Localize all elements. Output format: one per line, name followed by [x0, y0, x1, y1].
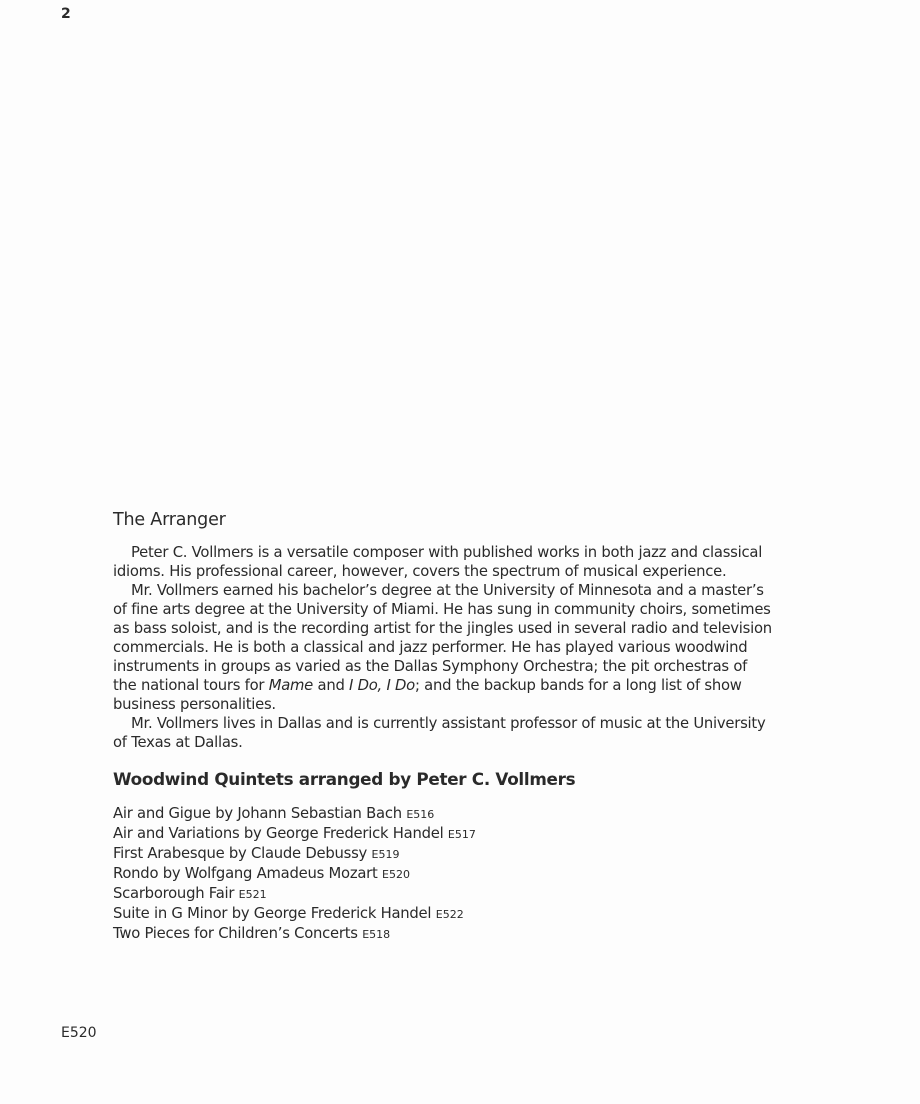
work-code: E517: [447, 828, 476, 841]
work-item: [113, 824, 773, 844]
works-list: [113, 804, 773, 944]
work-title: Scarborough Fair: [113, 885, 235, 902]
bio-paragraph-3: Mr. Vollmers lives in Dallas and is currently assistant professor of music at the University of Texas at Dallas.: [113, 715, 766, 751]
work-item: [113, 864, 773, 884]
page-number: 2: [61, 6, 71, 22]
work-code: E518: [362, 928, 391, 941]
bio-paragraph-2-text-c: ; and the backup bands for a long list of show business personalities.: [113, 677, 742, 713]
bio-paragraph-1-text: is a versatile composer with published works in both jazz and classical idioms. His professional career, however, covers the spectrum of musical experience.: [113, 544, 763, 580]
work-code: E519: [371, 848, 400, 861]
work-item: [113, 884, 773, 904]
work-title: First Arabesque by Claude Debussy: [113, 845, 368, 862]
work-item: [113, 804, 773, 824]
show-title-i-do: I Do, I Do: [349, 677, 415, 694]
catalog-code: E520: [61, 1025, 97, 1041]
work-item: [113, 904, 773, 924]
work-title: Suite in G Minor by George Frederick Handel: [113, 905, 432, 922]
work-code: E521: [238, 888, 267, 901]
work-code: E516: [406, 808, 435, 821]
show-title-mame: Mame: [268, 677, 314, 694]
work-title: Air and Gigue by Johann Sebastian Bach: [113, 805, 402, 822]
bio-paragraph-1: [113, 543, 773, 581]
work-code: E522: [435, 908, 464, 921]
work-title: Air and Variations by George Frederick Handel: [113, 825, 444, 842]
bio-paragraph-2-text-b: and: [313, 677, 350, 694]
bio-paragraph-2-text-a: Mr. Vollmers earned his bachelor’s degree at the University of Minnesota and a master’s of fine arts degree at the University of Miami. He has sung in community choirs, sometimes as bass soloist, and is the recording artist for the jingles used in several radio and television commercials. He is both a classical and jazz performer. He has played various woodwind instruments in groups as varied as the Dallas Symphony Orchestra; the pit orchestras of the national tours for: [113, 582, 772, 694]
bio-paragraph-2: [113, 581, 773, 714]
main-content: [113, 510, 773, 944]
work-code: E520: [382, 868, 410, 881]
arranger-bio: [113, 543, 773, 752]
arranger-heading: The Arranger: [113, 510, 226, 530]
work-item: [113, 924, 773, 944]
work-item: [113, 844, 773, 864]
arranger-name: Peter C. Vollmers: [131, 544, 254, 561]
works-heading: Woodwind Quintets arranged by Peter C. Vollmers: [113, 769, 576, 789]
work-title: Two Pieces for Children’s Concerts: [113, 925, 358, 942]
work-title: Rondo by Wolfgang Amadeus Mozart: [113, 865, 378, 882]
